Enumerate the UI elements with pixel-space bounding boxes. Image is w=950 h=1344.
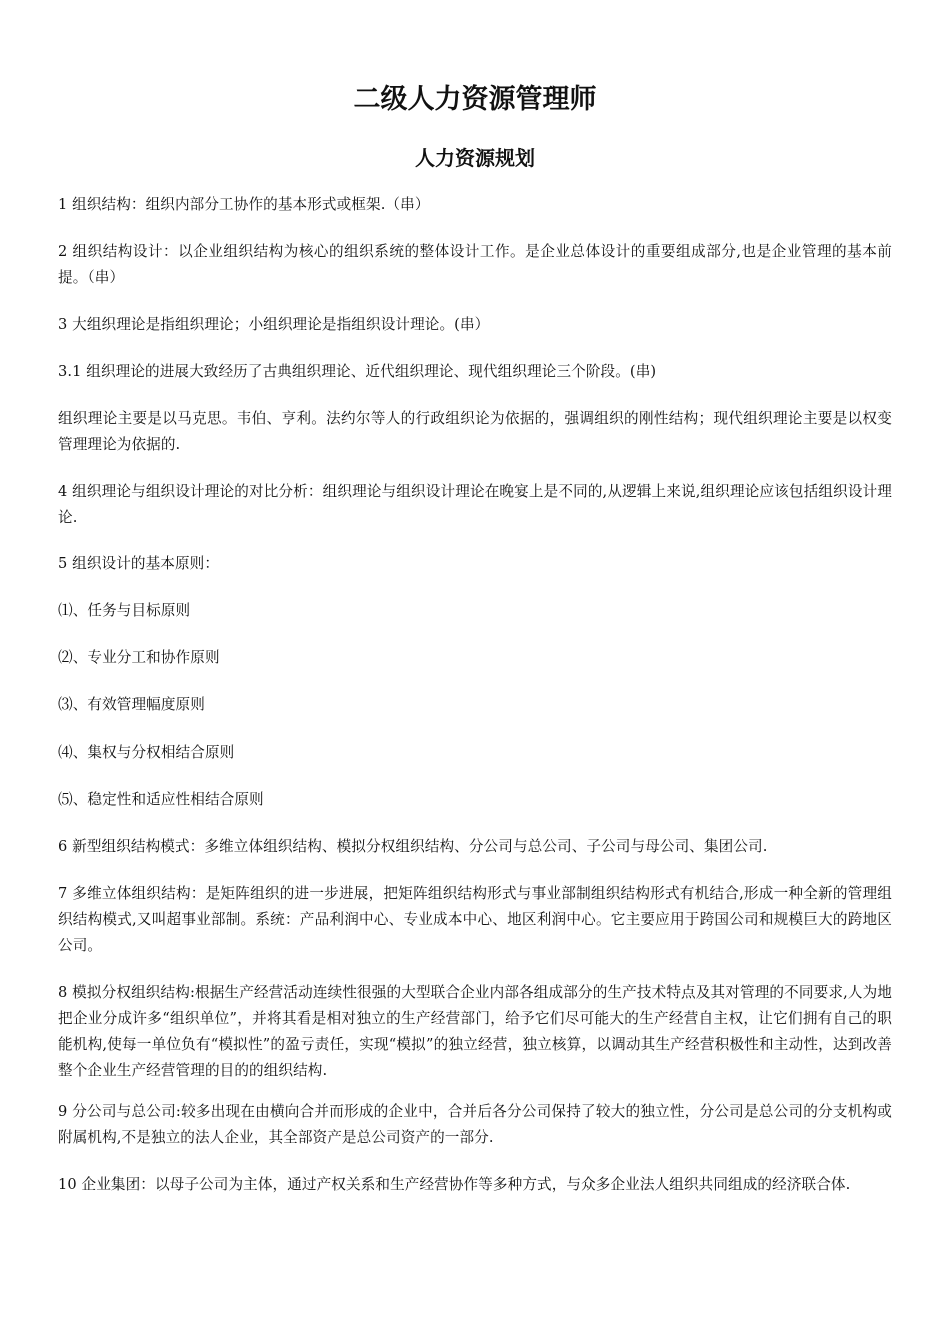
principle-item-1: ⑴、任务与目标原则: [58, 602, 191, 619]
document-title: 二级人力资源管理师: [353, 84, 597, 115]
paragraph-3-1: 3.1 组织理论的进展大致经历了古典组织理论、近代组织理论、现代组织理论三个阶段。(串): [58, 363, 657, 380]
paragraph-10: 10 企业集团：以母子公司为主体，通过产权关系和生产经营协作等多种方式，与众多企业法人组织共同组成的经济联合体.: [58, 1176, 851, 1193]
paragraph-3: 3 大组织理论是指组织理论；小组织理论是指组织设计理论。(串）: [58, 316, 490, 333]
principle-item-5: ⑸、稳定性和适应性相结合原则: [58, 791, 264, 808]
paragraph-6: 6 新型组织结构模式：多维立体组织结构、模拟分权组织结构、分公司与总公司、子公司与母公司、集团公司.: [58, 838, 768, 855]
paragraph-7: 7 多维立体组织结构：是矩阵组织的进一步进展，把矩阵组织结构形式与事业部制组织结构形式有机结合,形成一种全新的管理组织结构模式,又叫超事业部制。系统：产品利润中心、专业成本中心、地区利润中心。它主要应用于跨国公司和规模巨大的跨地区公司。: [58, 885, 892, 954]
paragraph-1: 1 组织结构：组织内部分工协作的基本形式或框架.（串）: [58, 196, 430, 213]
paragraph-5: 5 组织设计的基本原则：: [58, 555, 220, 572]
paragraph-2: 2 组织结构设计：以企业组织结构为核心的组织系统的整体设计工作。是企业总体设计的重要组成部分,也是企业管理的基本前提。（串）: [58, 243, 892, 286]
paragraph-9: 9 分公司与总公司:较多出现在由横向合并而形成的企业中，合并后各分公司保持了较大的独立性，分公司是总公司的分支机构或附属机构,不是独立的法人企业，其全部资产是总公司资产的一部分.: [58, 1103, 892, 1146]
principle-item-2: ⑵、专业分工和协作原则: [58, 649, 220, 666]
paragraph-4: 4 组织理论与组织设计理论的对比分析：组织理论与组织设计理论在晚宴上是不同的,从逻辑上来说,组织理论应该包括组织设计理论.: [58, 483, 892, 526]
section-title: 人力资源规划: [415, 146, 535, 170]
principle-item-3: ⑶、有效管理幅度原则: [58, 696, 205, 713]
principle-item-4: ⑷、集权与分权相结合原则: [58, 744, 235, 761]
paragraph-org-theory: 组织理论主要是以马克思。韦伯、亨利。法约尔等人的行政组织论为依据的，强调组织的刚性结构；现代组织理论主要是以权变管理理论为依据的.: [58, 410, 892, 453]
paragraph-8: 8 模拟分权组织结构:根据生产经营活动连续性很强的大型联合企业内部各组成部分的生产技术特点及其对管理的不同要求,人为地把企业分成许多“组织单位”，并将其看是相对独立的生产经营部门，给予它们尽可能大的生产经营自主权，让它们拥有自己的职能机构,使每一单位负有“模拟性”的盈亏责任，实现“模拟”的独立经营，独立核算，以调动其生产经营积极性和主动性，达到改善整个企业生产经营管理的目的的组织结构.: [58, 984, 892, 1079]
